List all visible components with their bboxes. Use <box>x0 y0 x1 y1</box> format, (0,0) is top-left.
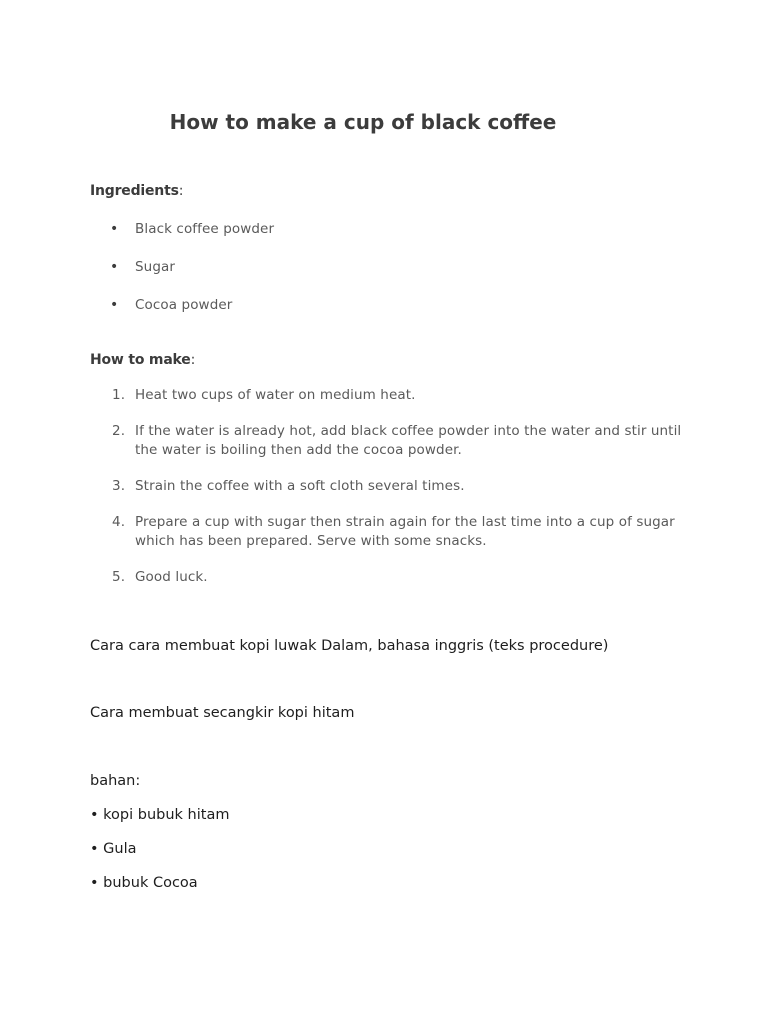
bullet-icon: • <box>110 259 119 275</box>
ingredient-text: Sugar <box>135 259 176 275</box>
steps-list <box>0 386 700 604</box>
step-text: If the water is already hot, add black coffee powder into the water and stir until the water is boiling then add the cocoa powder. <box>135 423 682 458</box>
ingredient-text: Cocoa powder <box>135 297 233 313</box>
step-number: 3. <box>112 478 126 494</box>
how-to-make-heading-label: How to make <box>90 352 191 368</box>
step-item <box>0 422 700 460</box>
ingredients-heading-label: Ingredients <box>90 183 179 199</box>
step-text: Prepare a cup with sugar then strain again for the last time into a cup of sugar which has been prepared. Serve with some snacks. <box>135 514 675 549</box>
step-number: 5. <box>112 569 126 585</box>
bahan-item: • bubuk Cocoa <box>90 875 198 891</box>
page-title: How to make a cup of black coffee <box>169 110 557 134</box>
step-text: Strain the coffee with a soft cloth several times. <box>135 478 465 494</box>
indonesian-subtitle: Cara membuat secangkir kopi hitam <box>90 705 355 721</box>
how-to-make-heading <box>90 352 195 368</box>
indonesian-heading: Cara cara membuat kopi luwak Dalam, bahasa inggris (teks procedure) <box>90 638 609 654</box>
ingredient-item <box>0 218 274 256</box>
ingredient-item <box>0 294 274 332</box>
step-text: Heat two cups of water on medium heat. <box>135 387 416 403</box>
ingredient-item <box>0 256 274 294</box>
bullet-icon: • <box>110 221 119 237</box>
step-number: 4. <box>112 514 126 530</box>
ingredients-list <box>0 218 274 332</box>
step-number: 1. <box>112 387 126 403</box>
step-item <box>0 477 700 496</box>
step-item <box>0 513 700 551</box>
step-number: 2. <box>112 423 126 439</box>
bullet-icon: • <box>110 297 119 313</box>
ingredients-heading-colon: : <box>178 183 184 199</box>
how-to-make-heading-colon: : <box>190 352 196 368</box>
bahan-item: • Gula <box>90 841 137 857</box>
step-item <box>0 568 700 587</box>
ingredients-heading <box>90 183 183 199</box>
bahan-item: • kopi bubuk hitam <box>90 807 230 823</box>
bahan-label: bahan: <box>90 773 141 789</box>
step-item <box>0 386 700 405</box>
ingredient-text: Black coffee powder <box>135 221 275 237</box>
step-text: Good luck. <box>135 569 208 585</box>
